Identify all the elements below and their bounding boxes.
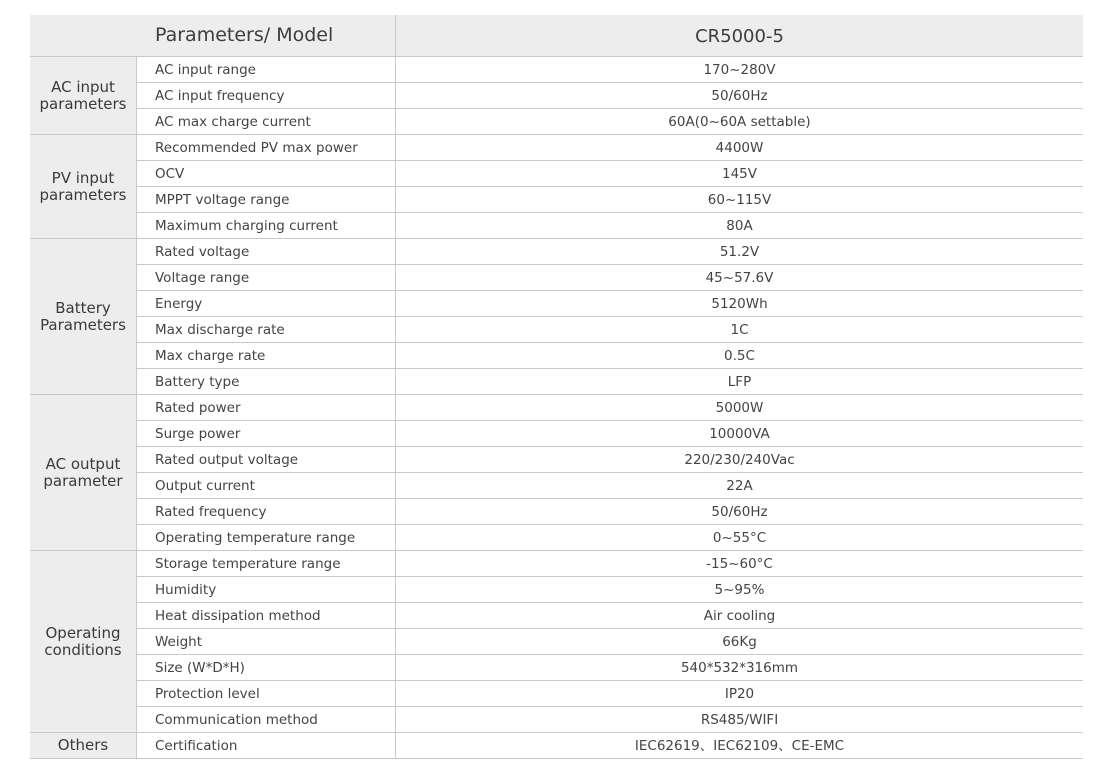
parameter-name: Recommended PV max power (155, 140, 358, 156)
table-row (136, 551, 1083, 577)
parameter-value: 50/60Hz (395, 499, 1083, 524)
table-row (136, 161, 1083, 187)
parameter-name: Size (W*D*H) (155, 660, 245, 676)
table-row (136, 317, 1083, 343)
group-label-text: AC output parameter (43, 454, 123, 490)
parameter-value: Air cooling (395, 603, 1083, 628)
parameter-name: Output current (155, 478, 255, 494)
parameter-group (30, 239, 1083, 395)
parameter-value: 170~280V (395, 57, 1083, 82)
parameter-value: 145V (395, 161, 1083, 186)
table-row (136, 369, 1083, 394)
parameter-group (30, 395, 1083, 551)
parameter-name: MPPT voltage range (155, 192, 290, 208)
table-row (136, 135, 1083, 161)
parameter-name: Heat dissipation method (155, 608, 321, 624)
parameter-name: Voltage range (155, 270, 250, 286)
parameter-name: Storage temperature range (155, 556, 341, 572)
table-row (136, 629, 1083, 655)
group-rows (136, 57, 1083, 134)
table-row (136, 343, 1083, 369)
group-label (30, 239, 137, 394)
parameter-value: 5000W (395, 395, 1083, 420)
parameter-value: 80A (395, 213, 1083, 238)
parameter-name: Operating temperature range (155, 530, 356, 546)
table-row (136, 707, 1083, 732)
parameter-name: Certification (155, 738, 238, 754)
spec-table (30, 15, 1083, 759)
table-row (136, 187, 1083, 213)
parameter-value: -15~60°C (395, 551, 1083, 576)
table-row (136, 681, 1083, 707)
table-row (136, 239, 1083, 265)
group-label (30, 135, 137, 238)
group-label-text: PV input parameters (39, 168, 127, 204)
parameter-value: 0~55°C (395, 525, 1083, 550)
group-label (30, 551, 137, 732)
table-row (136, 733, 1083, 758)
parameter-name: Protection level (155, 686, 260, 702)
group-label-text: AC input parameters (39, 77, 127, 113)
table-row (136, 499, 1083, 525)
table-body (30, 57, 1083, 759)
parameter-name: Surge power (155, 426, 241, 442)
parameter-value: 0.5C (395, 343, 1083, 368)
parameter-name: AC input range (155, 62, 256, 78)
group-label-text: Operating conditions (44, 623, 122, 659)
table-row (136, 83, 1083, 109)
table-row (136, 291, 1083, 317)
parameter-value: IP20 (395, 681, 1083, 706)
parameter-name: Rated output voltage (155, 452, 299, 468)
parameter-group (30, 733, 1083, 759)
parameter-value: 5120Wh (395, 291, 1083, 316)
parameter-name: Max discharge rate (155, 322, 285, 338)
parameter-value: 60~115V (395, 187, 1083, 212)
group-rows (136, 551, 1083, 732)
table-row (136, 57, 1083, 83)
parameter-name: Rated power (155, 400, 241, 416)
parameter-value: IEC62619、IEC62109、CE-EMC (395, 733, 1083, 758)
group-label-text: Others (57, 736, 109, 754)
parameter-value: LFP (395, 369, 1083, 394)
parameter-group (30, 551, 1083, 733)
header-model: CR5000-5 (395, 15, 1083, 56)
parameter-name: AC max charge current (155, 114, 311, 130)
parameter-value: 4400W (395, 135, 1083, 160)
parameter-name: Battery type (155, 374, 240, 390)
parameter-value: 5~95% (395, 577, 1083, 602)
table-row (136, 655, 1083, 681)
parameter-value: 540*532*316mm (395, 655, 1083, 680)
group-label (30, 57, 137, 134)
table-row (136, 421, 1083, 447)
parameter-value: 220/230/240Vac (395, 447, 1083, 472)
table-row (136, 109, 1083, 134)
parameter-value: 10000VA (395, 421, 1083, 446)
group-label (30, 395, 137, 550)
parameter-group (30, 135, 1083, 239)
parameter-name: Maximum charging current (155, 218, 338, 234)
table-row (136, 265, 1083, 291)
parameter-name: Weight (155, 634, 203, 650)
table-row (136, 525, 1083, 550)
parameter-name: AC input frequency (155, 88, 285, 104)
parameter-value: 1C (395, 317, 1083, 342)
table-row (136, 213, 1083, 238)
header-param-label: Parameters/ Model (155, 24, 334, 46)
parameter-name: Rated frequency (155, 504, 267, 520)
parameter-value: 66Kg (395, 629, 1083, 654)
parameter-name: Humidity (155, 582, 217, 598)
parameter-value: RS485/WIFI (395, 707, 1083, 732)
group-label-text: Battery Parameters (40, 298, 126, 334)
table-row (136, 577, 1083, 603)
parameter-name: Max charge rate (155, 348, 266, 364)
parameter-name: OCV (155, 166, 185, 182)
group-label (30, 733, 137, 758)
group-rows (136, 395, 1083, 550)
parameter-value: 51.2V (395, 239, 1083, 264)
parameter-value: 60A(0~60A settable) (395, 109, 1083, 134)
parameter-value: 45~57.6V (395, 265, 1083, 290)
group-rows (136, 135, 1083, 238)
table-row (136, 603, 1083, 629)
table-header (30, 15, 1083, 57)
parameter-group (30, 57, 1083, 135)
table-row (136, 473, 1083, 499)
parameter-name: Communication method (155, 712, 318, 728)
table-row (136, 447, 1083, 473)
parameter-value: 50/60Hz (395, 83, 1083, 108)
table-row (136, 395, 1083, 421)
group-rows (136, 733, 1083, 758)
parameter-name: Rated voltage (155, 244, 250, 260)
parameter-value: 22A (395, 473, 1083, 498)
parameter-name: Energy (155, 296, 203, 312)
group-rows (136, 239, 1083, 394)
